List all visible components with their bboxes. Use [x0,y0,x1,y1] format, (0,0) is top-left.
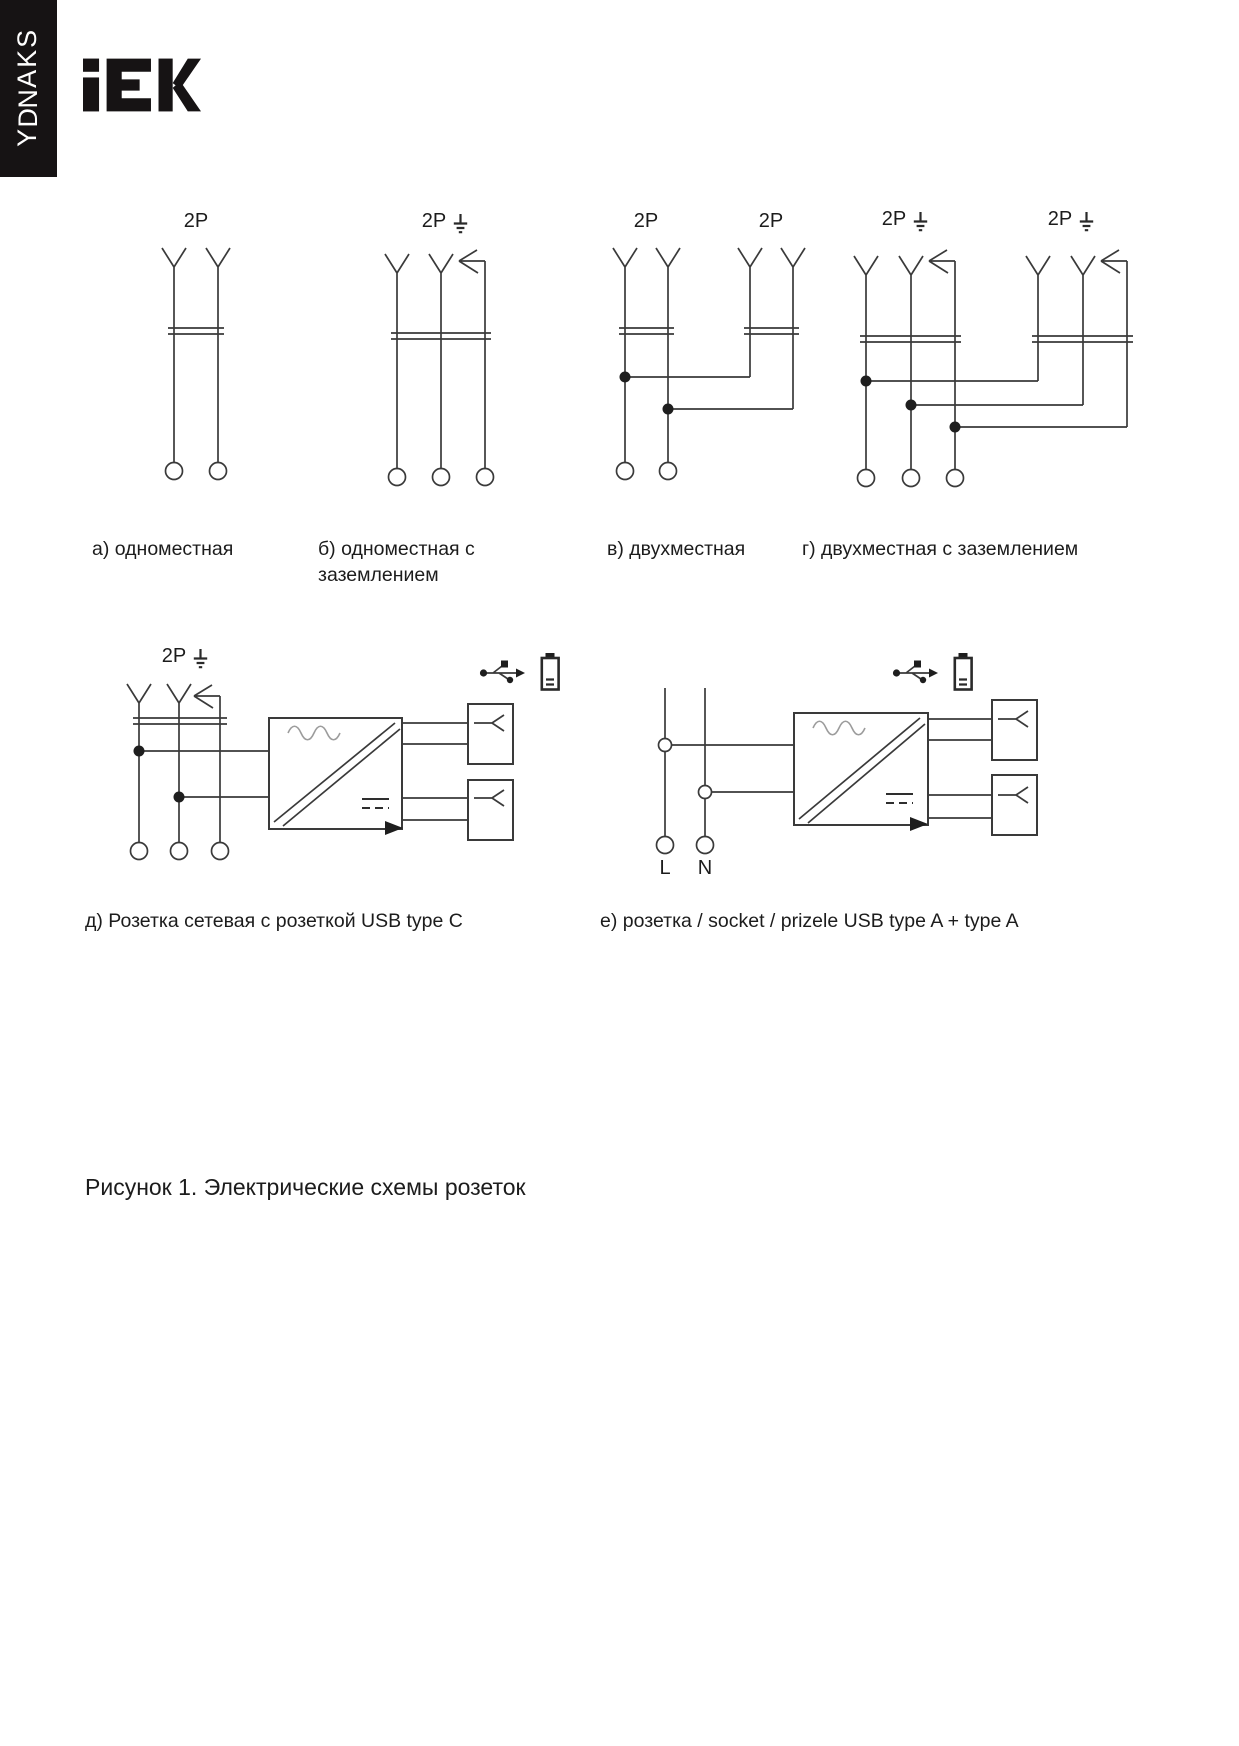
acdc-converter-box [269,718,403,835]
terminal-label-l: L [659,857,671,879]
output-arrow-icon [910,817,928,831]
pole-label-v2 [721,210,821,233]
usb-icon [893,661,938,684]
schematic-single-socket [162,248,230,480]
pole-label-d [135,645,235,669]
pole-label-g1 [855,208,955,232]
pole-label-b [395,210,495,234]
pole-label-text: 2P [881,208,907,230]
diagram-caption-d: д) Розетка сетевая с розеткой USB type C [85,910,463,932]
tap-junction [699,786,712,799]
battery-icon [955,653,972,690]
ac-wave-icon [288,726,340,740]
usb-icon [480,661,525,684]
battery-icon [542,653,559,690]
figure-caption: Рисунок 1. Электрические схемы розеток [85,1174,526,1200]
pole-label-text: 2P [161,645,187,667]
pole-label-text: 2P [633,210,659,232]
earth-ground-icon [453,213,468,234]
terminal-label-n: N [697,857,713,879]
tap-junction [659,739,672,752]
diagram-caption-a: а) одноместная [92,538,234,560]
schematic-socket-usb-c [127,653,559,860]
usb-port-box [468,704,513,764]
schematic-socket-usb-a [657,653,1038,854]
earth-ground-icon [193,648,208,669]
usb-port-box [992,775,1037,835]
series-name: S K A N D Y [13,30,44,147]
diagram-caption-b: б) одноместная с заземлением [318,538,475,586]
ac-wave-icon [813,721,865,735]
pole-label-text: 2P [1047,208,1073,230]
pole-label-text: 2P [183,210,209,232]
pole-label-v1 [596,210,696,233]
pole-label-text: 2P [758,210,784,232]
earth-ground-icon [913,211,928,232]
output-arrow-icon [385,821,403,835]
schematic-double-socket [613,248,805,480]
pole-label-a [146,210,246,233]
usb-port-box [992,700,1037,760]
pole-label-g2 [1021,208,1121,232]
diagram-caption-g: г) двухместная с заземлением [802,538,1079,560]
acdc-converter-box [794,713,928,831]
schematic-single-socket-grounded [385,250,494,486]
pole-label-text: 2P [421,210,447,232]
schematic-double-socket-grounded [854,250,1133,487]
diagram-caption-e: е) розетка / socket / prizele USB type A + type A [600,910,1019,932]
earth-ground-icon [1079,211,1094,232]
usb-port-box [468,780,513,840]
diagram-caption-v: в) двухместная [607,538,746,560]
